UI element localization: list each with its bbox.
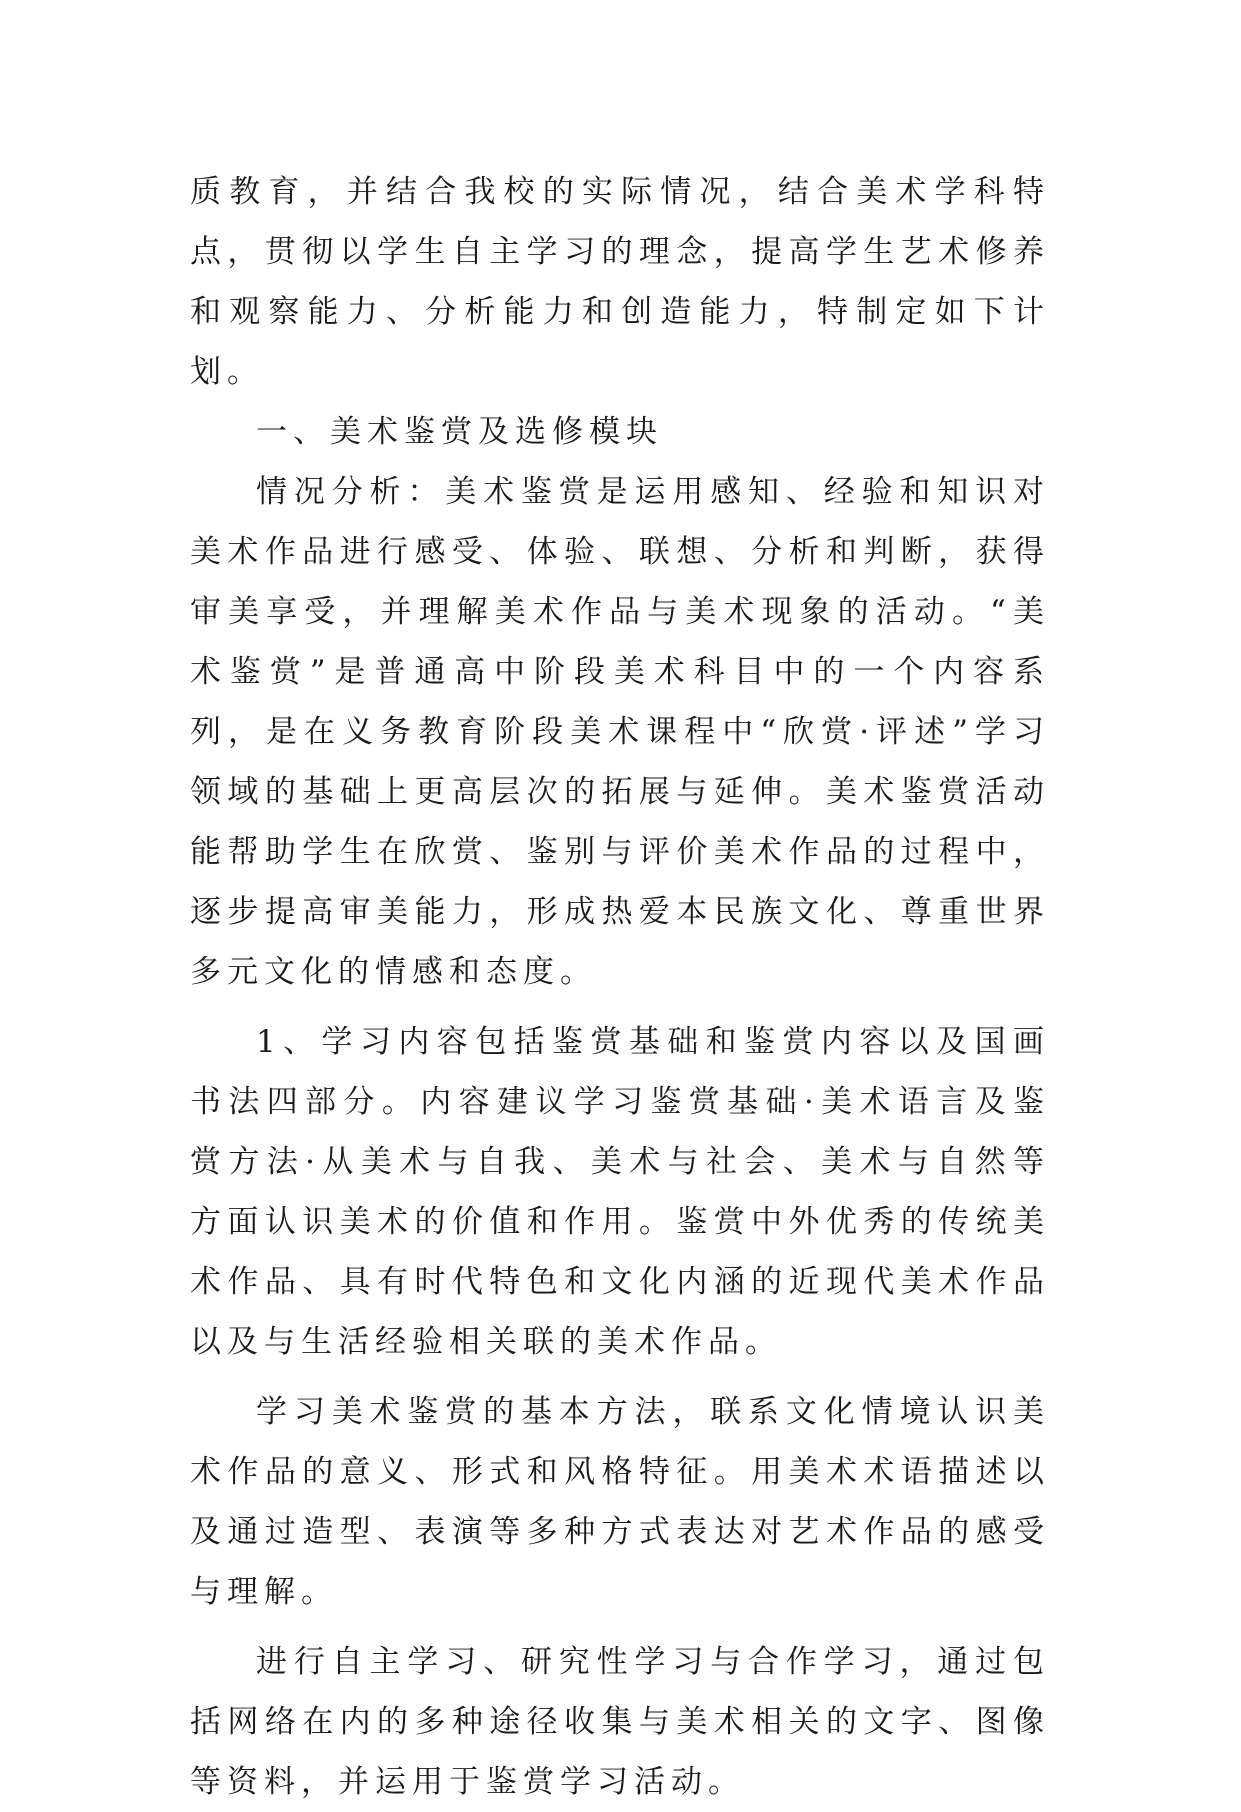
section-heading: 一、美术鉴赏及选修模块 bbox=[256, 414, 663, 450]
paragraph-self-study: 进行自主学习、研究性学习与合作学习，通过包括网络在内的多种途径收集与美术相关的文字、图像等资料，并运用于鉴赏学习活动。 bbox=[190, 1644, 1050, 1800]
paragraph-methods: 学习美术鉴赏的基本方法，联系文化情境认识美术作品的意义、形式和风格特征。用美术术语描述以及通过造型、表演等多种方式表达对艺术作品的感受与理解。 bbox=[190, 1394, 1050, 1610]
paragraph-learning-content: 1、学习内容包括鉴赏基础和鉴赏内容以及国画书法四部分。内容建议学习鉴赏基础·美术语言及鉴赏方法·从美术与自我、美术与社会、美术与自然等方面认识美术的价值和作用。鉴赏中外优秀的传统美术作品、具有时代特色和文化内涵的近现代美术作品以及与生活经验相关联的美术作品。 bbox=[190, 1024, 1050, 1360]
paragraph-intro: 质教育，并结合我校的实际情况，结合美术学科特点，贯彻以学生自主学习的理念，提高学生艺术修养和观察能力、分析能力和创造能力，特制定如下计划。 bbox=[190, 174, 1050, 390]
paragraph-analysis: 情况分析：美术鉴赏是运用感知、经验和知识对美术作品进行感受、体验、联想、分析和判断，获得审美享受，并理解美术作品与美术现象的活动。“美术鉴赏”是普通高中阶段美术科目中的一个内容系列，是在义务教育阶段美术课程中“欣赏·评述”学习领域的基础上更高层次的拓展与延伸。美术鉴赏活动能帮助学生在欣赏、鉴别与评价美术作品的过程中，逐步提高审美能力，形成热爱本民族文化、尊重世界多元文化的情感和态度。 bbox=[190, 474, 1050, 990]
document-page bbox=[190, 162, 1050, 1812]
